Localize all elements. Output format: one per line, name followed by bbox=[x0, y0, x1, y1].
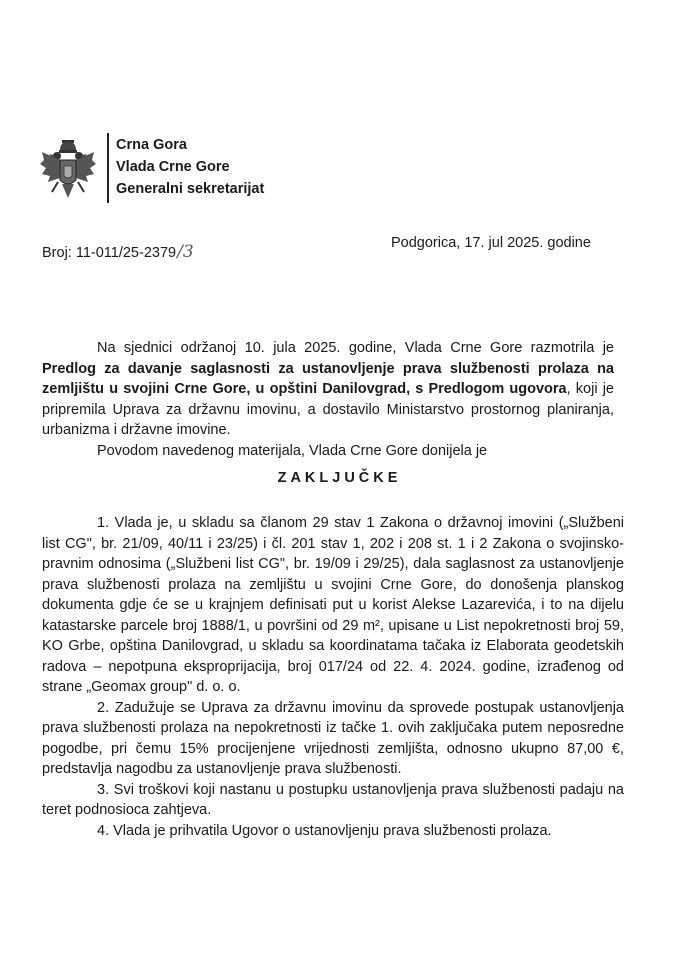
proposal-title: Predlog za davanje saglasnosti za ustanovljenje prava službenosti prolaza na zemljištu u svojini Crne Gore, u opštini Danilovgrad, s Predlogom ugovora bbox=[42, 360, 614, 397]
conclusion-item-2: 2. Zadužuje se Uprava za državnu imovinu da sprovede postupak ustanovljenja prava službenosti prolaza na nepokretnosti iz tačke 1. ovih zaključaka putem neposredne pogodbe, pri čemu 15% procijenjene vrijednosti zemljišta, odnosno ukupno 87,00 €, predstavlja nagodbu za ustanovljenje prava službenosti. bbox=[42, 699, 624, 777]
conclusion-item-3: 3. Svi troškovi koji nastanu u postupku ustanovljenja prava službenosti padaju na teret podnosioca zahtjeva. bbox=[42, 781, 624, 818]
conclusion-item-1: 1. Vlada je, u skladu sa članom 29 stav 1 Zakona o državnoj imovini („Službeni list CG", br. 21/09, 40/11 i 23/25) i čl. 201 stav 1, 202 i 208 st. 1 i 2 Zakona o svojinsko-pravnim odnosima („Službeni list CG", br. 19/09 i 29/25), dala saglasnost za ustanovljenje prava službenosti prolaza na zemljištu u svojini Crne Gore, do donošenja planskog dokumenta gdje će se u krajnjem definisati put u korist Alekse Lazarevića, i to na dijelu katastarske parcele broj 1888/1, u površini od 29 m², upisane u List nepokretnosti broj 59, KO Grbe, opština Danilovgrad, u skladu sa koordinatama tačaka iz Elaborata geodetskih radova – nepotpuna eksproprijacija, broj 017/24 od 22. 4. 2024. godine, izrađenog od strane „Geomax group" d. o. o. bbox=[42, 515, 624, 695]
place-and-date: Podgorica, 17. jul 2025. godine bbox=[391, 235, 591, 251]
issuer-government: Vlada Crne Gore bbox=[116, 159, 230, 175]
conclusions-list bbox=[42, 513, 624, 841]
montenegro-coat-of-arms-icon bbox=[38, 138, 98, 204]
conclusions-heading: ZAKLJUČKE bbox=[277, 470, 402, 486]
decision-intro: Povodom navedenog materijala, Vlada Crne Gore donijela je bbox=[97, 442, 488, 459]
issuer-country: Crna Gora bbox=[116, 137, 187, 153]
handwritten-annotation: /3 bbox=[177, 242, 194, 262]
document-number bbox=[42, 242, 194, 262]
intro-section bbox=[42, 338, 614, 461]
issuer-secretariat: Generalni sekretarijat bbox=[116, 181, 265, 197]
header-divider bbox=[107, 133, 109, 203]
conclusion-item-4: 4. Vlada je prihvatila Ugovor o ustanovljenju prava službenosti prolaza. bbox=[97, 822, 552, 839]
intro-paragraph: Na sjednici održanoj 10. jula 2025. godine, Vlada Crne Gore razmotrila je Predlog za davanje saglasnosti za ustanovljenje prava službenosti prolaza na zemljištu u svojini Crne Gore, u opštini Danilovgrad, s Predlogom ugovora, koji je pripremila Uprava za državnu imovinu, a dostavilo Ministarstvo prostornog planiranja, urbanizma i državne imovine. bbox=[42, 340, 614, 438]
issuer-block bbox=[116, 134, 264, 200]
reference-number: Broj: 11-011/25-2379 bbox=[42, 245, 177, 261]
